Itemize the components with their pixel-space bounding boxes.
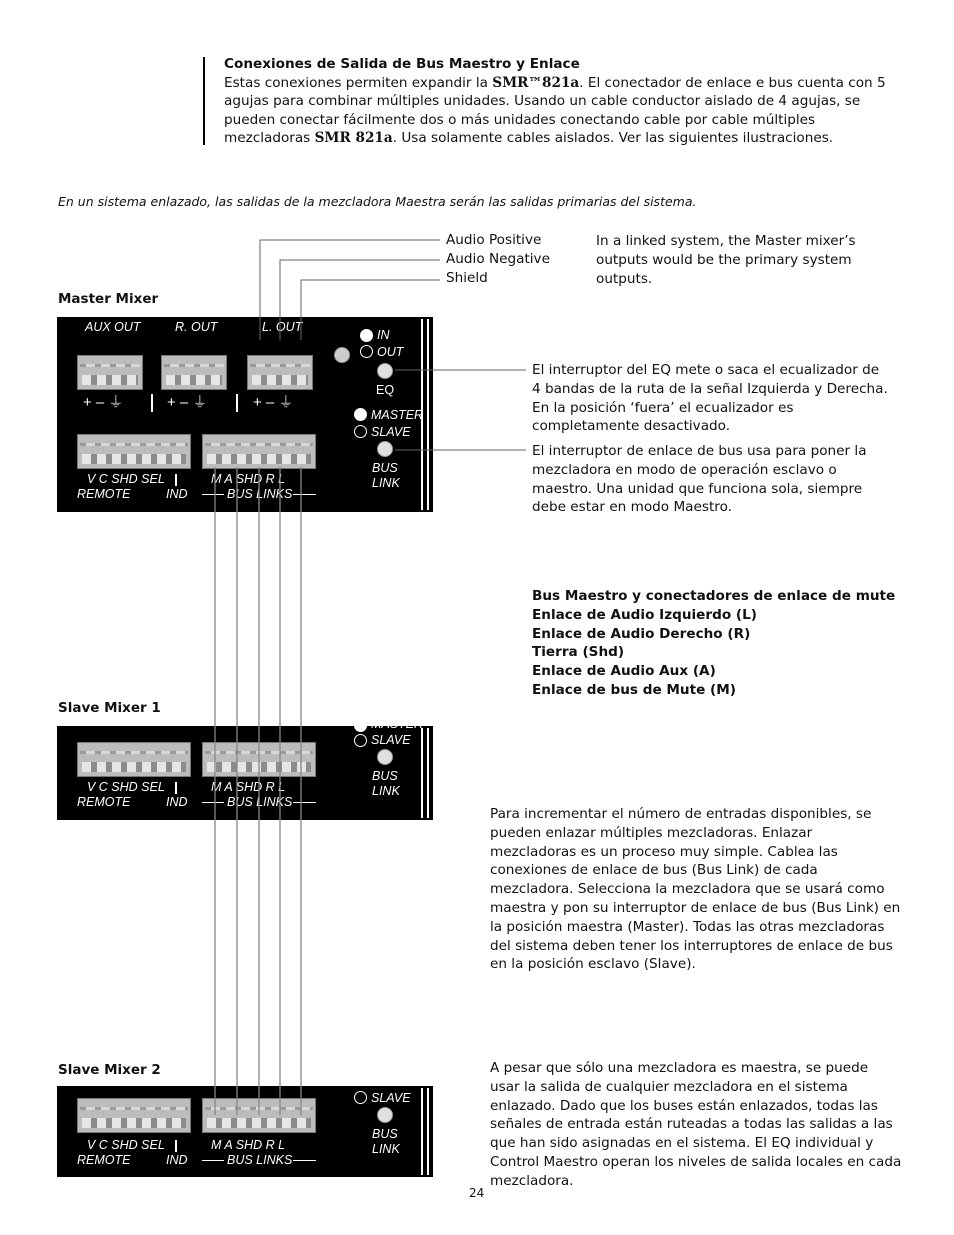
aux-out-label: AUX OUT xyxy=(85,320,141,334)
panel-edge xyxy=(421,1088,429,1175)
label-audio-positive: Audio Positive xyxy=(446,232,542,248)
aux-polarity: + – ⏚ xyxy=(83,394,124,411)
intro-text-a: Estas conexiones permiten expandir la xyxy=(224,74,493,91)
rule xyxy=(202,802,224,803)
remote-connector xyxy=(77,742,191,777)
bus-link-switch[interactable] xyxy=(377,441,393,457)
separator xyxy=(175,474,177,486)
bus-links-label: BUS LINKS xyxy=(227,795,293,809)
list-item: Enlace de Audio Aux (A) xyxy=(532,663,716,680)
ind-label: IND xyxy=(166,487,188,501)
bus-label: BUS xyxy=(372,1127,398,1141)
bus-links-label: BUS LINKS xyxy=(227,487,293,501)
bus-note: El interruptor de enlace de bus usa para poner la mezcladora en modo de operación esclavo o maestro. Una unidad que funciona sola, siempre debe estar en modo Maestro. xyxy=(532,443,867,516)
aux-out-connector xyxy=(77,355,143,390)
master-mixer-label: Master Mixer xyxy=(58,291,159,307)
eq-in-label: IN xyxy=(377,328,390,342)
intro-brand-a: SMR™821a xyxy=(492,74,580,91)
list-item: Tierra (Shd) xyxy=(532,644,625,661)
rule xyxy=(293,802,316,803)
intro-title: Conexiones de Salida de Bus Maestro y Enlace xyxy=(224,56,580,72)
slave-mixer-2-panel xyxy=(57,1086,433,1177)
rule xyxy=(293,1160,316,1161)
slave-led xyxy=(354,734,367,747)
rule xyxy=(202,494,224,495)
slave-mixer-2-label: Slave Mixer 2 xyxy=(58,1062,161,1078)
ind-label: IND xyxy=(166,795,188,809)
eq-out-led xyxy=(360,345,373,358)
remote-label: REMOTE xyxy=(77,487,131,501)
bus-links-connector xyxy=(202,434,316,469)
list-item: Bus Maestro y conectadores de enlace de mute xyxy=(532,588,896,604)
panel-edge xyxy=(421,319,429,510)
remote-connector xyxy=(77,434,191,469)
remote-connector xyxy=(77,1098,191,1133)
label-shield: Shield xyxy=(446,270,488,286)
english-note: In a linked system, the Master mixer’s outputs would be the primary system outputs. xyxy=(596,233,856,287)
link-label: LINK xyxy=(372,1142,400,1156)
eq-out-label: OUT xyxy=(377,345,404,359)
list-item: Enlace de Audio Derecho (R) xyxy=(532,625,751,642)
rule xyxy=(293,494,316,495)
eq-label: EQ xyxy=(376,383,395,397)
intro-text-c: . Usa solamente cables aislados. Ver las siguientes ilustraciones. xyxy=(392,130,834,147)
master-mixer-panel xyxy=(57,317,433,512)
r-out-label: R. OUT xyxy=(175,320,218,334)
intro-text-b: . El conectador de enlace e bus cuenta con 5 agujas para combinar múltiples unidades. Usando un cable conductor aislado de 4 agujas, se pueden conectar fácilmente dos o más unidades conectando cable por cable múltiples mezcladoras xyxy=(224,74,886,147)
slave-label: SLAVE xyxy=(371,1091,411,1105)
intro-section xyxy=(224,55,904,148)
slave-mixer-1-panel xyxy=(57,717,433,820)
slave-mixer-1-label: Slave Mixer 1 xyxy=(58,700,161,716)
screw-icon xyxy=(334,347,350,363)
slave-label: SLAVE xyxy=(371,425,411,439)
intro-brand-b: SMR 821a xyxy=(314,130,393,147)
bus-pin-labels: M A SHD R L xyxy=(211,1138,286,1152)
link-label: LINK xyxy=(372,784,400,798)
remote-pin-labels: V C SHD SEL xyxy=(87,1138,165,1152)
master-label: MASTER xyxy=(371,408,424,422)
list-item: Enlace de bus de Mute (M) xyxy=(532,681,737,698)
output-paragraph: A pesar que sólo una mezcladora es maestra, se puede usar la salida de cualquier mezcladora en el sistema enlazado. Dado que los buses están enlazados, todas las señales de entrada están ruteadas a todas las salidas a las que han sido asignadas en el sistema. El EQ individual y Control Maestro operan los niveles de salida locales en cada mezcladora. xyxy=(490,1060,902,1189)
diagram-caption: En un sistema enlazado, las salidas de la mezcladora Maestra serán las salidas primarias del sistema. xyxy=(58,194,697,209)
bus-label: BUS xyxy=(372,769,398,783)
eq-in-led xyxy=(360,329,373,342)
master-led xyxy=(354,719,367,732)
eq-switch[interactable] xyxy=(377,363,393,379)
remote-label: REMOTE xyxy=(77,1153,131,1167)
separator xyxy=(151,394,153,412)
list-item: Enlace de Audio Izquierdo (L) xyxy=(532,606,758,623)
ind-label: IND xyxy=(166,1153,188,1167)
slave-led xyxy=(354,425,367,438)
separator xyxy=(175,1140,177,1152)
separator xyxy=(175,782,177,794)
bus-pin-labels: M A SHD R L xyxy=(211,780,286,794)
bus-link-pin-list xyxy=(532,587,895,700)
l-out-connector xyxy=(247,355,313,390)
master-label: MASTER xyxy=(371,717,424,731)
remote-label: REMOTE xyxy=(77,795,131,809)
remote-pin-labels: V C SHD SEL xyxy=(87,472,165,486)
page-number: 24 xyxy=(469,1186,485,1200)
label-audio-negative: Audio Negative xyxy=(446,251,550,267)
r-out-connector xyxy=(161,355,227,390)
remote-pin-labels: V C SHD SEL xyxy=(87,780,165,794)
bus-links-connector xyxy=(202,1098,316,1133)
l-out-label: L. OUT xyxy=(262,320,303,334)
slave-label: SLAVE xyxy=(371,733,411,747)
link-label: LINK xyxy=(372,476,400,490)
eq-note: El interruptor del EQ mete o saca el ecualizador de 4 bandas de la ruta de la señal Izquierda y Derecha. En la posición ‘fuera’ el ecualizador es completamente desactivado. xyxy=(532,362,888,435)
l-polarity: + – ⏚ xyxy=(253,394,294,411)
separator xyxy=(236,394,238,412)
slave-led xyxy=(354,1091,367,1104)
intro-rule xyxy=(203,57,205,145)
bus-pin-labels: M A SHD R L xyxy=(211,472,286,486)
bus-label: BUS xyxy=(372,461,398,475)
panel-edge xyxy=(421,728,429,818)
bus-link-switch[interactable] xyxy=(377,1107,393,1123)
bus-links-label: BUS LINKS xyxy=(227,1153,293,1167)
link-paragraph: Para incrementar el número de entradas disponibles, se pueden enlazar múltiples mezcladoras. Enlazar mezcladoras es un proceso muy simple. Cablea las conexiones de enlace de bus (Bus Link) de cada mezcladora. Selecciona la mezcladora que se usará como maestra y pon su interruptor de enlace de bus (Bus Link) en la posición maestra (Master). Todas las otras mezcladoras del sistema deben tener los interruptores de enlace de bus en la posición esclavo (Slave). xyxy=(490,806,901,973)
master-led xyxy=(354,408,367,421)
bus-links-connector xyxy=(202,742,316,777)
r-polarity: + – ⏚ xyxy=(167,394,208,411)
rule xyxy=(202,1160,224,1161)
bus-link-switch[interactable] xyxy=(377,749,393,765)
